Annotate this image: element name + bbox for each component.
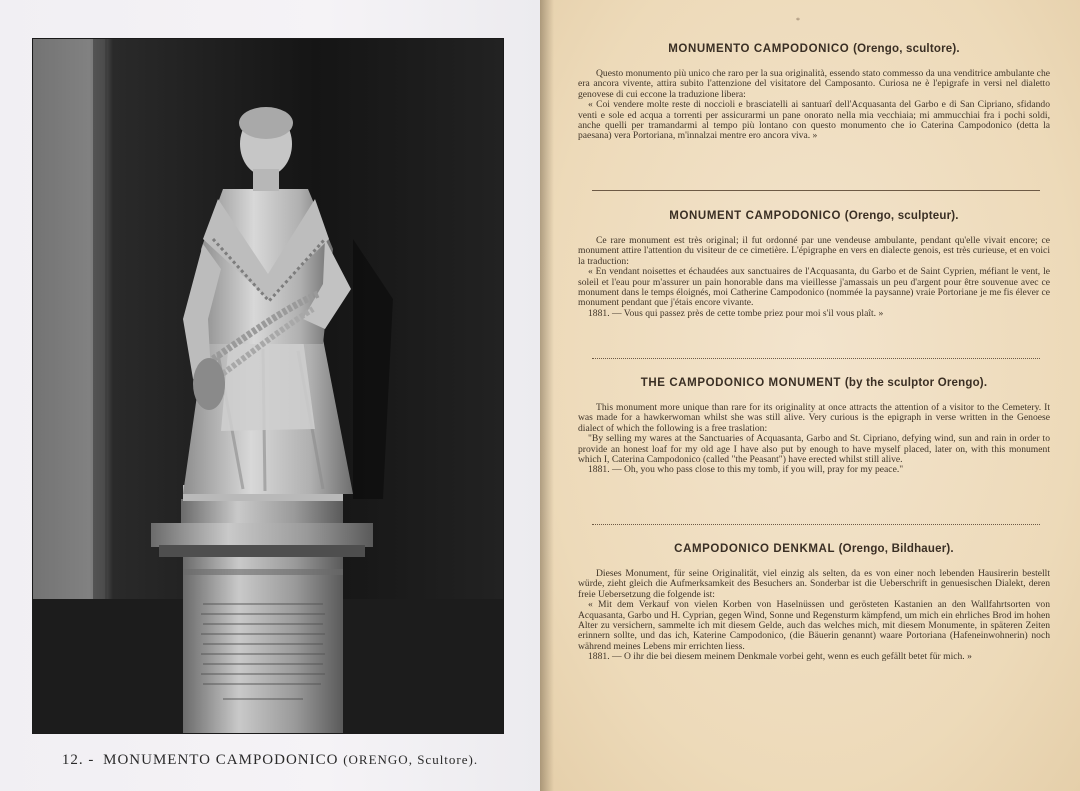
section-title-sub: (Orengo, scultore). [853,43,960,55]
caption-number: 12. - [61,752,95,768]
section-paragraph: Ce rare monument est très original; il fut ordonné par une vendeuse ambulante, pendant qu'elle vivait encore; ce monument attire l'attention du visiteur de ce cimetière. L'épigraphe en vers en dialecte genois, est très curieuse, et en voici la traduction: [578,235,1050,267]
section-quote: « En vendant noisettes et échaudées aux sanctuaires de l'Acquasanta, du Garbo et de Saint Cyprien, méfiant le vent, le soleil et l'eau pour m'assurer un pain honorable dans ma vieillesse j'amassais un peu d'argent pour être souvenue avec ce monument dans le temps éloignés, moi Catherine Campodonico (nommée la paysanne) vraie Portoriane je me fis élever ce monument pendant que j'étais encore vivante. [578,266,1050,309]
page-mark: * [796,16,800,25]
caption-title: MONUMENTO CAMPODONICO [103,752,339,768]
section-english [578,377,1050,476]
caption-sculptor: (ORENGO, Scultore). [343,752,479,767]
section-title [578,543,1050,555]
section-german [578,543,1050,663]
right-page [540,0,1080,791]
section-title-main: MONUMENTO CAMPODONICO [668,43,850,55]
photo-caption [0,752,540,769]
statue-illustration [33,39,503,733]
section-title-sub: (Orengo, sculpteur). [844,210,959,222]
section-quote: « Mit dem Verkauf von vielen Korben von Haselnüssen und gerösteten Kastanien an den Wallfahrtsorten von Acquasanta, Garbo und H. Cyprian, gegen Wind, Sonne und Regensturm kämpfend, um mich ein ehrliches Brod im hohen Alter zu versichern, sammelte ich mit diesem Gelde, auch das welches mich, mit diesem Monumente, in späteren Zeiten erinnern sollte, und das ich, Katerine Campodonico, (die Bäuerin genannt) waare Portoriana (Hafeneinwohnerin) noch während meines Lebens mir errichten liess. [578,599,1050,652]
statue-photo [32,38,504,734]
section-title [578,377,1050,389]
gutter-shadow [540,0,554,791]
section-divider [592,524,1040,525]
section-quote-end: 1881. — Vous qui passez près de cette tombe priez pour moi s'il vous plaît. » [588,307,884,319]
section-divider [592,358,1040,359]
section-french [578,210,1050,319]
section-quote-end: 1881. — Oh, you who pass close to this my tomb, if you will, pray for my peace." [588,464,904,476]
section-title-main: CAMPODONICO DENKMAL [674,543,835,555]
section-paragraph: Dieses Monument, für seine Originalität, viel einzig als selten, da es von einer noch lebenden Hausirerin bestellt würde, zieht gleich die Aufmerksamkeit des Besuchers an. Sonderbar ist die Ueberschrift in genuesischen Dialekt, deren freie Uebersetzung die folgende ist: [578,568,1050,600]
section-title-main: MONUMENT CAMPODONICO [669,210,841,222]
section-title [578,210,1050,222]
section-italian [578,43,1050,142]
section-quote: « Coi vendere molte reste di noccioli e brasciatelli ai santuarî dell'Acquasanta del Garbo e di San Cipriano, sfidando venti e sole ed acqua a torrenti per assicurarmi un pane onorato nella mia vecchiaia; mi ammucchiai fra i pochi soldi, anche quelli per tramandarmi al tempo più lontano con questo monumento che io Caterina Campodonico (detta la paesana) vera Portoriana, m'innalzai mentre ero ancora viva. » [578,99,1050,142]
section-quote-end: 1881. — O ihr die bei diesem meinem Denkmale vorbei geht, wenn es euch gefällt betet für mich. » [588,651,972,663]
section-divider [592,190,1040,191]
section-title [578,43,1050,55]
section-title-sub: (Orengo, Bildhauer). [838,543,954,555]
section-title-sub: (by the sculptor Orengo). [844,377,988,389]
section-paragraph: Questo monumento più unico che raro per la sua originalità, essendo stato commesso da una venditrice ambulante che era ancora vivente, attira subito l'attenzione del visitatore del Camposanto. Curiosa ne è l'epigrafe in versi nel dialetto genovese di cui eccone la traduzione libera: [578,68,1050,100]
section-paragraph: This monument more unique than rare for its originality at once attracts the attention of a visitor to the Cemetery. It was made for a hawkerwoman whilst she was still alive. Very curious is the epigraph in verse written in the Genoese dialect of which the following is a free traslation: [578,402,1050,434]
section-title-main: THE CAMPODONICO MONUMENT [640,377,842,389]
section-quote: "By selling my wares at the Sanctuaries of Acquasanta, Garbo and St. Cipriano, defying wind, sun and rain in order to provide an honest loaf for my old age I have also put by enough to have myself placed, later on, with this monument which I, Caterina Campodonico (called "the Peasant") have erected whilst still alive. [578,433,1050,466]
